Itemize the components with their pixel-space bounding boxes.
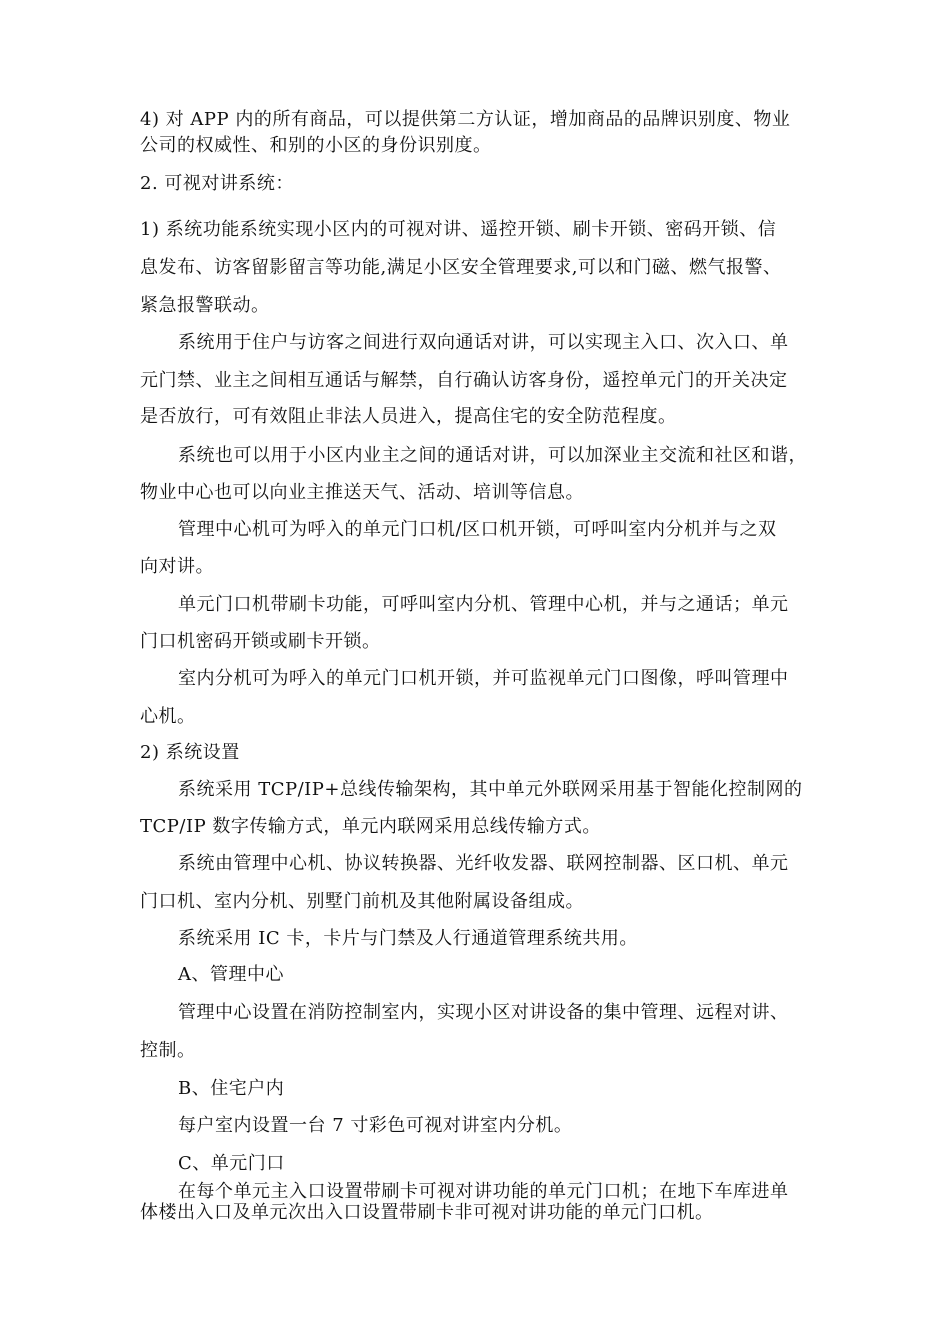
text-line: 是否放行，可有效阻止非法人员进入，提高住宅的安全防范程度。 — [140, 406, 677, 427]
text-line: 单元门口机带刷卡功能，可呼叫室内分机、管理中心机，并与之通话；单元 — [178, 594, 789, 615]
text-line: 在每个单元主入口设置带刷卡可视对讲功能的单元门口机；在地下车库进单 — [178, 1181, 789, 1202]
text-line: 控制。 — [140, 1040, 196, 1061]
text-line: 系统用于住户与访客之间进行双向通话对讲，可以实现主入口、次入口、单 — [178, 332, 789, 353]
text-line: 系统采用 IC 卡，卡片与门禁及人行通道管理系统共用。 — [178, 928, 638, 949]
subsection-heading: B、住宅户内 — [178, 1078, 285, 1099]
section-heading: 2) 系统设置 — [140, 742, 240, 763]
text-line: 每户室内设置一台 7 寸彩色可视对讲室内分机。 — [178, 1115, 573, 1136]
text-line: 室内分机可为呼入的单元门口机开锁，并可监视单元门口图像，呼叫管理中 — [178, 668, 789, 689]
text-line: 紧急报警联动。 — [140, 295, 270, 316]
text-line: 心机。 — [140, 706, 196, 727]
text-line: 门口机密码开锁或刷卡开锁。 — [140, 631, 381, 652]
text-line: 管理中心机可为呼入的单元门口机/区口机开锁，可呼叫室内分机并与之双 — [178, 519, 777, 540]
text-line: 元门禁、业主之间相互通话与解禁，自行确认访客身份，遥控单元门的开关决定 — [140, 370, 788, 391]
text-line: 公司的权威性、和别的小区的身份识别度。 — [140, 135, 492, 156]
subsection-heading: A、管理中心 — [178, 964, 284, 985]
text-line: 系统由管理中心机、协议转换器、光纤收发器、联网控制器、区口机、单元 — [178, 853, 789, 874]
text-line: 向对讲。 — [140, 556, 214, 577]
text-line: 1) 系统功能系统实现小区内的可视对讲、遥控开锁、刷卡开锁、密码开锁、信 — [140, 219, 777, 240]
text-line: 管理中心设置在消防控制室内，实现小区对讲设备的集中管理、远程对讲、 — [178, 1002, 789, 1023]
text-line: 系统也可以用于小区内业主之间的通话对讲，可以加深业主交流和社区和谐， — [178, 445, 807, 466]
text-line: 体楼出入口及单元次出入口设置带刷卡非可视对讲功能的单元门口机。 — [140, 1202, 714, 1223]
text-line: 系统采用 TCP/IP+总线传输架构，其中单元外联网采用基于智能化控制网的 — [178, 779, 803, 800]
text-line: 门口机、室内分机、别墅门前机及其他附属设备组成。 — [140, 891, 584, 912]
subsection-heading: C、单元门口 — [178, 1153, 285, 1174]
text-line: 息发布、访客留影留言等功能,满足小区安全管理要求,可以和门磁、燃气报警、 — [140, 257, 782, 278]
text-line: TCP/IP 数字传输方式，单元内联网采用总线传输方式。 — [140, 816, 601, 837]
text-line: 物业中心也可以向业主推送天气、活动、培训等信息。 — [140, 482, 584, 503]
section-heading: 2. 可视对讲系统： — [140, 173, 294, 194]
text-line: 4) 对 APP 内的所有商品，可以提供第二方认证，增加商品的品牌识别度、物业 — [140, 109, 791, 130]
